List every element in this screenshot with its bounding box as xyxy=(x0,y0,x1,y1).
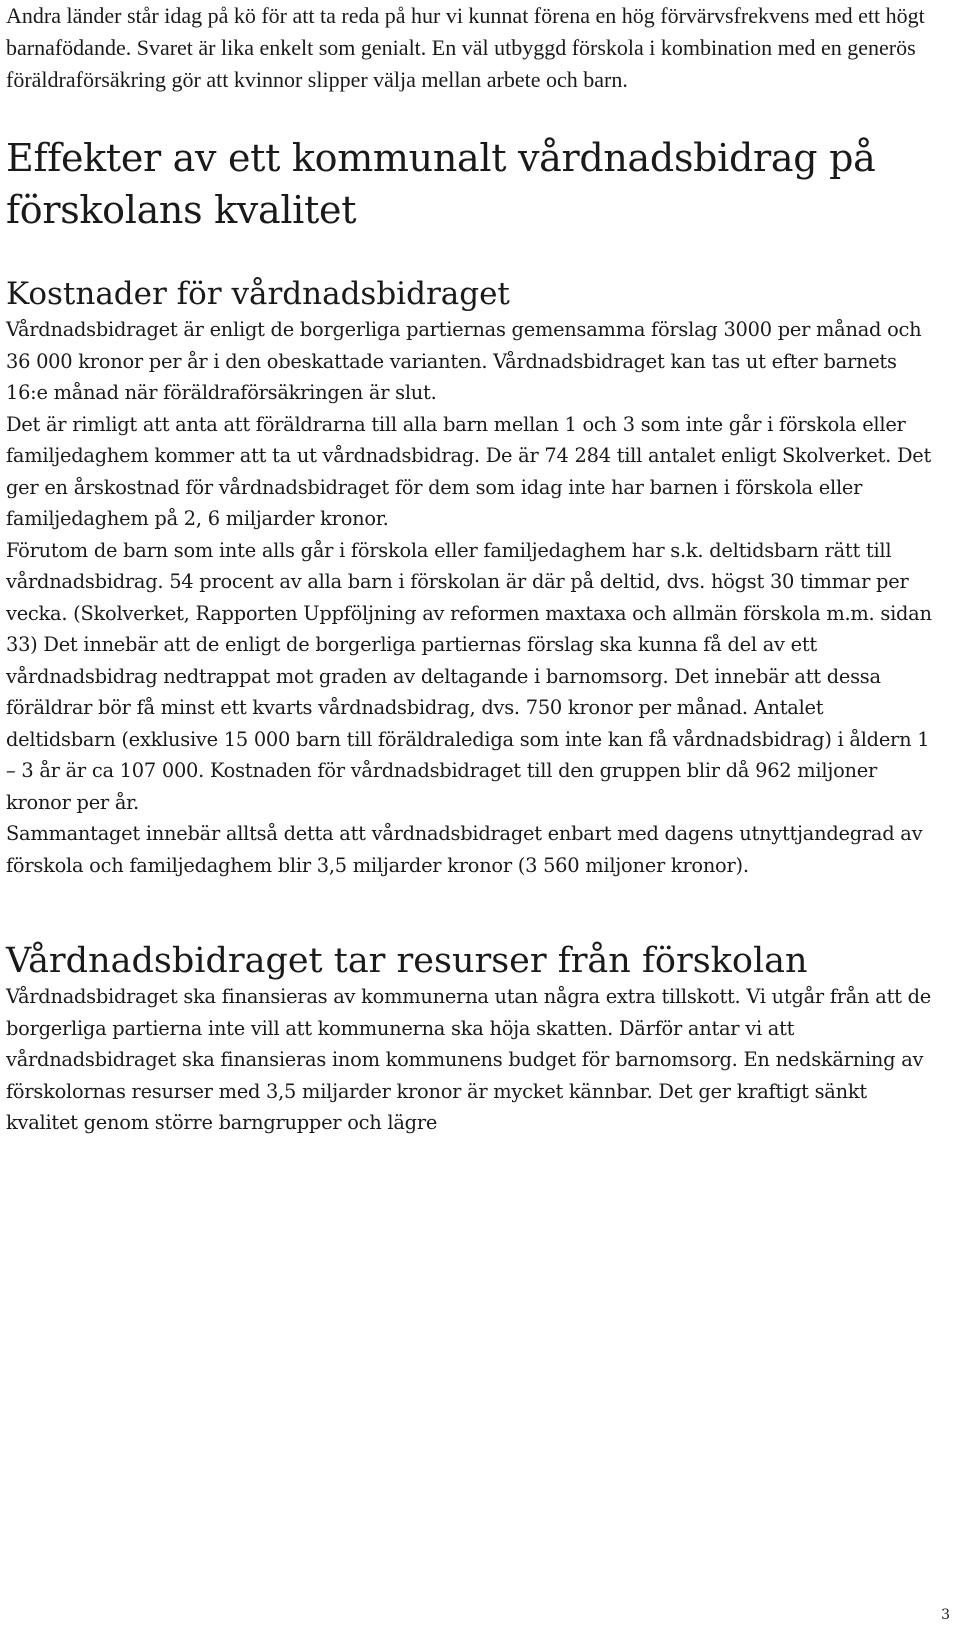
intro-paragraph: Andra länder står idag på kö för att ta reda på hur vi kunnat förena en hög förvärvsfrekvens med ett högt barnafödande. Svaret är lika enkelt som genialt. En väl utbyggd förskola i kombination med en generös föräldraförsäkring gör att kvinnor slipper välja mellan arbete och barn. xyxy=(6,3,925,92)
main-heading: Effekter av ett kommunalt vårdnadsbidrag på förskolans kvalitet xyxy=(6,136,876,232)
costs-paragraph-1: Vårdnadsbidraget är enligt de borgerliga partiernas gemensamma förslag 3000 per månad och 36 000 kronor per år i den obeskattade varianten. Vårdnadsbidraget kan tas ut efter barnets 16:e månad när föräldraförsäkringen är slut. xyxy=(6,318,922,404)
costs-paragraph-3: Förutom de barn som inte alls går i förskola eller familjedaghem har s.k. deltidsbarn rätt till vårdnadsbidrag. 54 procent av alla barn i förskolan är där på deltid, dvs. högst 30 timmar per vecka. (Skolverket, Rapporten Uppföljning av reformen maxtaxa och allmän förskola m.m. sidan 33) Det innebär att de enligt de borgerliga partiernas förslag ska kunna få del av ett vårdnadsbidrag nedtrappat mot graden av deltagande i barnomsorg. Det innebär att dessa föräldrar bör få minst ett kvarts vårdnadsbidrag, dvs. 750 kronor per månad. Antalet deltidsbarn (exklusive 15 000 barn till föräldralediga som inte kan få vårdnadsbidrag) i åldern 1 – 3 år är ca 107 000. Kostnaden för vårdnadsbidraget till den gruppen blir då 962 miljoner kronor per år. xyxy=(6,538,932,814)
costs-paragraph-4: Sammantaget innebär alltså detta att vårdnadsbidraget enbart med dagens utnyttjandegrad av förskola och familjedaghem blir 3,5 miljarder kronor (3 560 miljoner kronor). xyxy=(6,822,923,877)
resources-heading: Vårdnadsbidraget tar resurser från förskolan xyxy=(6,941,808,981)
document-page xyxy=(6,0,936,1139)
resources-paragraph: Vårdnadsbidraget ska finansieras av kommunerna utan några extra tillskott. Vi utgår från att de borgerliga partierna inte vill att kommunerna ska höja skatten. Därför antar vi att vårdnadsbidraget ska finansieras inom kommunens budget för barnomsorg. En nedskärning av förskolornas resurser med 3,5 miljarder kronor är mycket kännbar. Det ger kraftigt sänkt kvalitet genom större barngrupper och lägre xyxy=(6,985,931,1134)
costs-paragraph-2: Det är rimligt att anta att föräldrarna till alla barn mellan 1 och 3 som inte går i förskola eller familjedaghem kommer att ta ut vårdnadsbidrag. De är 74 284 till antalet enligt Skolverket. Det ger en årskostnad för vårdnadsbidraget för dem som idag inte har barnen i förskola eller familjedaghem på 2, 6 miljarder kronor. xyxy=(6,412,932,530)
page-number: 3 xyxy=(941,1607,950,1623)
costs-heading: Kostnader för vårdnadsbidraget xyxy=(6,276,510,312)
